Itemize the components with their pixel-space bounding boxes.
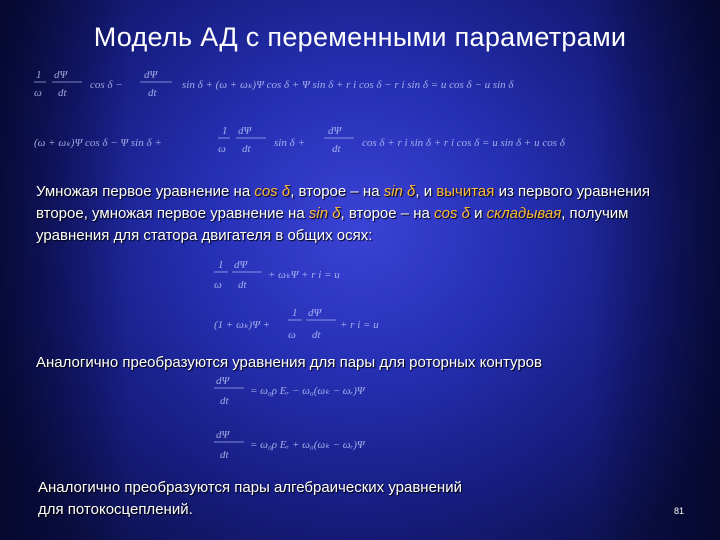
stator-common-axes-equation-2: [212, 302, 379, 350]
para1-text-2: , второе – на: [290, 183, 384, 200]
page-number: 81: [673, 506, 684, 516]
svg-text:dt: dt: [332, 143, 341, 155]
svg-text:dΨ: dΨ: [234, 259, 248, 271]
svg-text:ω: ω: [34, 87, 42, 99]
para1-text-5: , второе – на: [340, 205, 435, 222]
para1-text-4: из первого уравнения второе, умножая первое уравнение на: [36, 183, 650, 222]
highlight-sin-delta-2: sin δ: [308, 205, 341, 222]
svg-text:dΨ: dΨ: [216, 429, 230, 441]
para1-text-6: и: [469, 205, 487, 222]
para1-text-7: , получим уравнения для статора двигателя в общих осях:: [36, 205, 629, 244]
svg-text:1: 1: [222, 125, 228, 137]
svg-text:dt: dt: [312, 329, 321, 341]
rotor-equation-2: [212, 424, 422, 468]
svg-text:= ω₀ρ Eᵣ − ω₀(ωₖ − ωᵣ)Ψ: = ω₀ρ Eᵣ − ω₀(ωₖ − ωᵣ)Ψ: [250, 385, 365, 397]
stator-common-axes-equation-1: [212, 254, 372, 298]
svg-text:dt: dt: [220, 395, 229, 407]
svg-text:ω: ω: [214, 279, 222, 291]
svg-text:dt: dt: [58, 87, 67, 99]
slide-title: Модель АД с переменными параметрами: [93, 22, 627, 52]
svg-text:+ ωₖΨ + r i = u: + ωₖΨ + r i = u: [268, 269, 340, 281]
svg-text:1: 1: [36, 69, 42, 81]
rotor-paragraph: Аналогично преобразуются уравнения для пары для роторных контуров: [36, 354, 542, 371]
flux-linkage-paragraph: [38, 477, 578, 521]
para1-text-1: Умножая первое уравнение на: [36, 183, 255, 200]
svg-text:cos δ + r i sin δ + r i cos δ: cos δ + r i sin δ + r i cos δ = u sin δ + u cos δ: [362, 137, 565, 149]
svg-text:sin δ +: sin δ +: [274, 137, 305, 149]
svg-text:dΨ: dΨ: [144, 69, 158, 81]
svg-text:dΨ: dΨ: [328, 125, 342, 137]
svg-text:dΨ: dΨ: [308, 307, 322, 319]
explanation-paragraph: [36, 181, 696, 247]
svg-text:dt: dt: [242, 143, 251, 155]
svg-text:dΨ: dΨ: [216, 375, 230, 387]
svg-text:cos δ −: cos δ −: [90, 79, 123, 91]
highlight-cos-delta: cos δ: [254, 183, 291, 200]
flux-linkage-line-1: Аналогично преобразуются пары алгебраических уравнений: [38, 479, 462, 496]
svg-text:dt: dt: [148, 87, 157, 99]
svg-text:dt: dt: [220, 449, 229, 461]
highlight-cos-delta-2: cos δ: [434, 205, 470, 222]
svg-text:dΨ: dΨ: [54, 69, 68, 81]
rotor-equation-1: [212, 370, 422, 414]
svg-text:dt: dt: [238, 279, 247, 291]
highlight-sin-delta: sin δ: [383, 183, 416, 200]
svg-text:dΨ: dΨ: [238, 125, 252, 137]
svg-text:ω: ω: [218, 143, 226, 155]
svg-text:1: 1: [292, 307, 298, 319]
stator-equation-2: [32, 120, 692, 172]
svg-text:sin δ + (ω + ωₖ)Ψ cos δ + Ψ si: sin δ + (ω + ωₖ)Ψ cos δ + Ψ sin δ + r i cos δ − r i sin δ = u cos δ − u sin δ: [182, 79, 514, 91]
svg-text:(1 + ωₖ)Ψ +: (1 + ωₖ)Ψ +: [214, 319, 271, 331]
svg-text:(ω + ωₖ)Ψ cos δ − Ψ sin δ +: (ω + ωₖ)Ψ cos δ − Ψ sin δ +: [34, 137, 162, 149]
svg-text:+ r i = u: + r i = u: [340, 319, 379, 331]
highlight-adding: складывая: [486, 205, 562, 222]
svg-text:= ω₀ρ Eᵣ + ω₀(ωₖ − ωᵣ)Ψ: = ω₀ρ Eᵣ + ω₀(ωₖ − ωᵣ)Ψ: [250, 439, 365, 451]
highlight-subtracting: вычитая: [436, 183, 495, 200]
para1-text-3: , и: [415, 183, 437, 200]
svg-text:1: 1: [218, 259, 224, 271]
flux-linkage-line-2: для потокосцеплений.: [38, 501, 193, 518]
svg-text:ω: ω: [288, 329, 296, 341]
stator-equation-1: [32, 60, 692, 116]
